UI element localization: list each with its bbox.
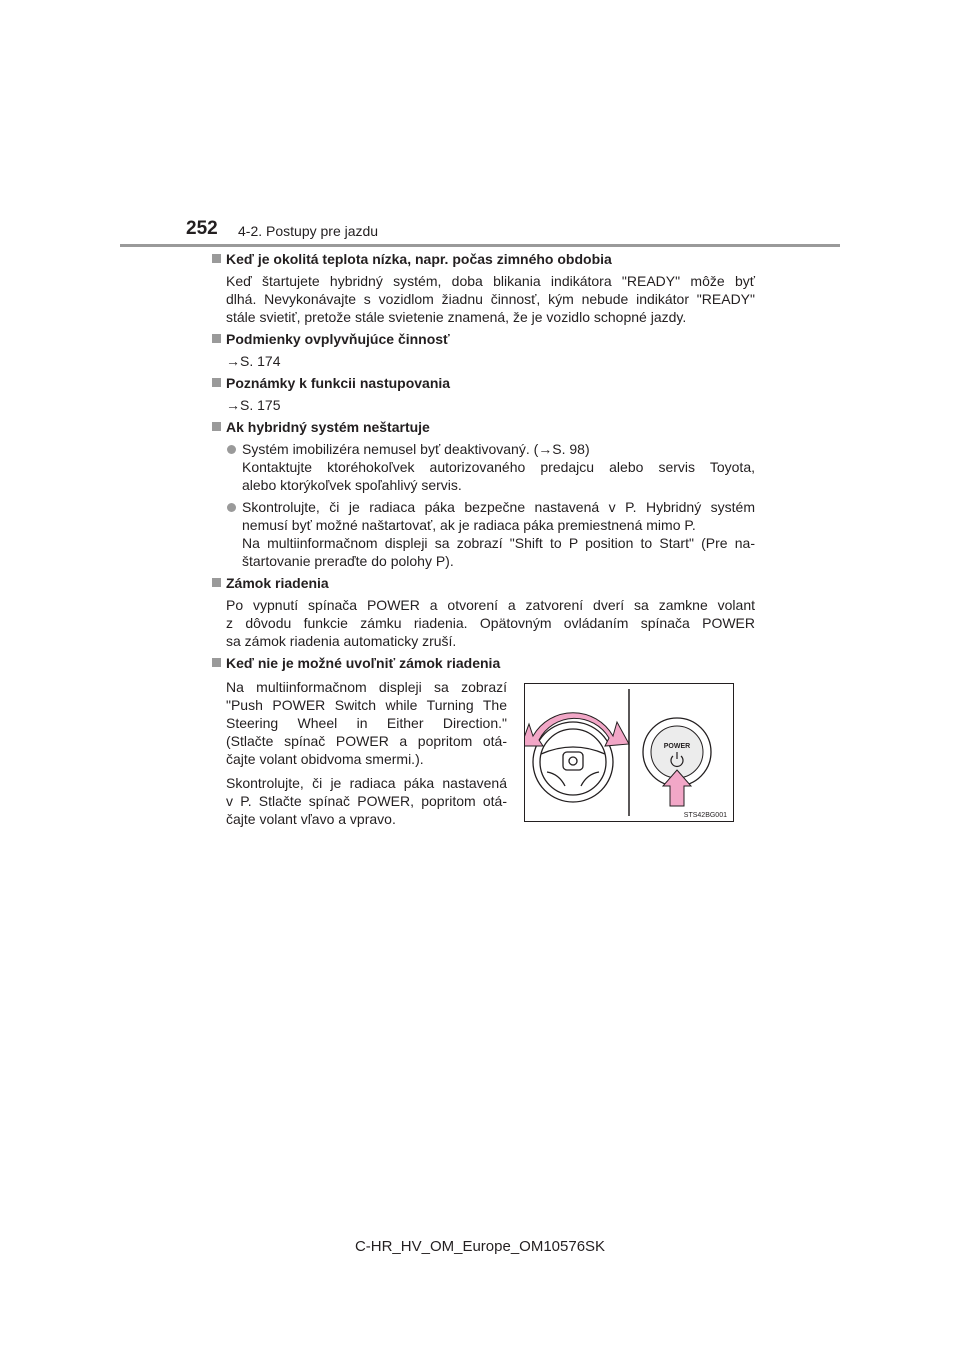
text-line: Na multiinformačnom displeji sa zobrazí "Shift to P position to Start" (Pre na- — [242, 535, 755, 551]
section-heading: Keď je okolitá teplota nízka, napr. počas zimného obdobia — [210, 250, 755, 268]
text-line: v P. Stlačte spínač POWER, popritom otá- — [226, 793, 507, 809]
text-line: stále svietiť, pretože stále svietenie znamená, že je vozidlo schopné jazdy. — [226, 309, 687, 325]
paragraph — [210, 272, 755, 326]
section-heading: Zámok riadenia — [210, 574, 755, 592]
text-line: Kontaktujte ktoréhokoľvek autorizovaného predajcu alebo servis Toyota, — [242, 459, 755, 475]
text-line: Po vypnutí spínača POWER a otvorení a zatvorení dverí sa zamkne volant — [226, 597, 755, 613]
text-line: "Push POWER Switch while Turning The — [226, 697, 507, 713]
header-rule — [120, 244, 840, 247]
figure-description — [226, 678, 507, 834]
section-heading: Ak hybridný systém neštartuje — [210, 418, 755, 436]
section-title: 4-2. Postupy pre jazdu — [238, 223, 379, 239]
page-reference-link[interactable]: →S. 175 — [226, 397, 281, 413]
section-steering-lock-release — [210, 654, 755, 672]
text-line: z dôvodu funkcie zámku riadenia. Opätovným ovládaním spínača POWER — [226, 615, 755, 631]
document-id: C-HR_HV_OM_Europe_OM10576SK — [354, 1238, 606, 1255]
text-line: Systém imobilizéra nemusel byť deaktivovaný. (→S. 98) — [242, 441, 590, 457]
section-heading: Poznámky k funkcii nastupovania — [210, 374, 755, 392]
text-line: nemusí byť možné naštartovať, ak je radiaca páka premiestnená mimo P. — [242, 517, 696, 533]
paragraph — [210, 596, 755, 650]
bullet-item — [210, 498, 755, 570]
text-line: štartovanie preraďte do polohy P). — [242, 553, 454, 569]
text-line: Na multiinformačnom displeji sa zobrazí — [226, 679, 507, 695]
main-content — [210, 250, 755, 676]
text-line: sa zámok riadenia automaticky zruší. — [226, 633, 457, 649]
steering-power-illustration — [524, 683, 734, 822]
power-label: POWER — [663, 743, 691, 750]
text-line: (Stlačte spínač POWER a popritom otá- — [226, 733, 507, 749]
bullet-item — [210, 440, 755, 494]
page-reference-link[interactable]: →S. 174 — [226, 353, 281, 369]
text-line: čajte volant vľavo a vpravo. — [226, 811, 396, 827]
page-footer — [0, 1238, 960, 1256]
paragraph — [226, 774, 507, 828]
text-line: Skontrolujte, či je radiaca páka bezpečne nastavená v P. Hybridný systém — [242, 499, 755, 515]
illustration-svg — [525, 684, 733, 821]
text-line: Keď štartujete hybridný systém, doba blikania indikátora "READY" môže byť — [226, 273, 755, 289]
section-hybrid-not-starting — [210, 418, 755, 570]
text-line: čajte volant obidvoma smermi.). — [226, 751, 424, 767]
text-line: alebo ktorýkoľvek spoľahlivý servis. — [242, 477, 462, 493]
paragraph — [226, 678, 507, 768]
section-heading: Keď nie je možné uvoľniť zámok riadenia — [210, 654, 755, 672]
section-steering-lock — [210, 574, 755, 650]
figure-code: STS42BG001 — [683, 812, 727, 819]
page-number: 252 — [186, 218, 218, 239]
section-operating-conditions — [210, 330, 755, 370]
text-line: Skontrolujte, či je radiaca páka nastavená — [226, 775, 507, 791]
section-entry-notes — [210, 374, 755, 414]
section-cold-temperature — [210, 250, 755, 326]
steering-wheel-icon — [533, 722, 613, 802]
section-heading: Podmienky ovplyvňujúce činnosť — [210, 330, 755, 348]
text-line: dlhá. Nevykonávajte s vozidlom žiadnu činnosť, kým nebude indikátor "READY" — [226, 291, 755, 307]
text-line: Steering Wheel in Either Direction." — [226, 715, 507, 731]
